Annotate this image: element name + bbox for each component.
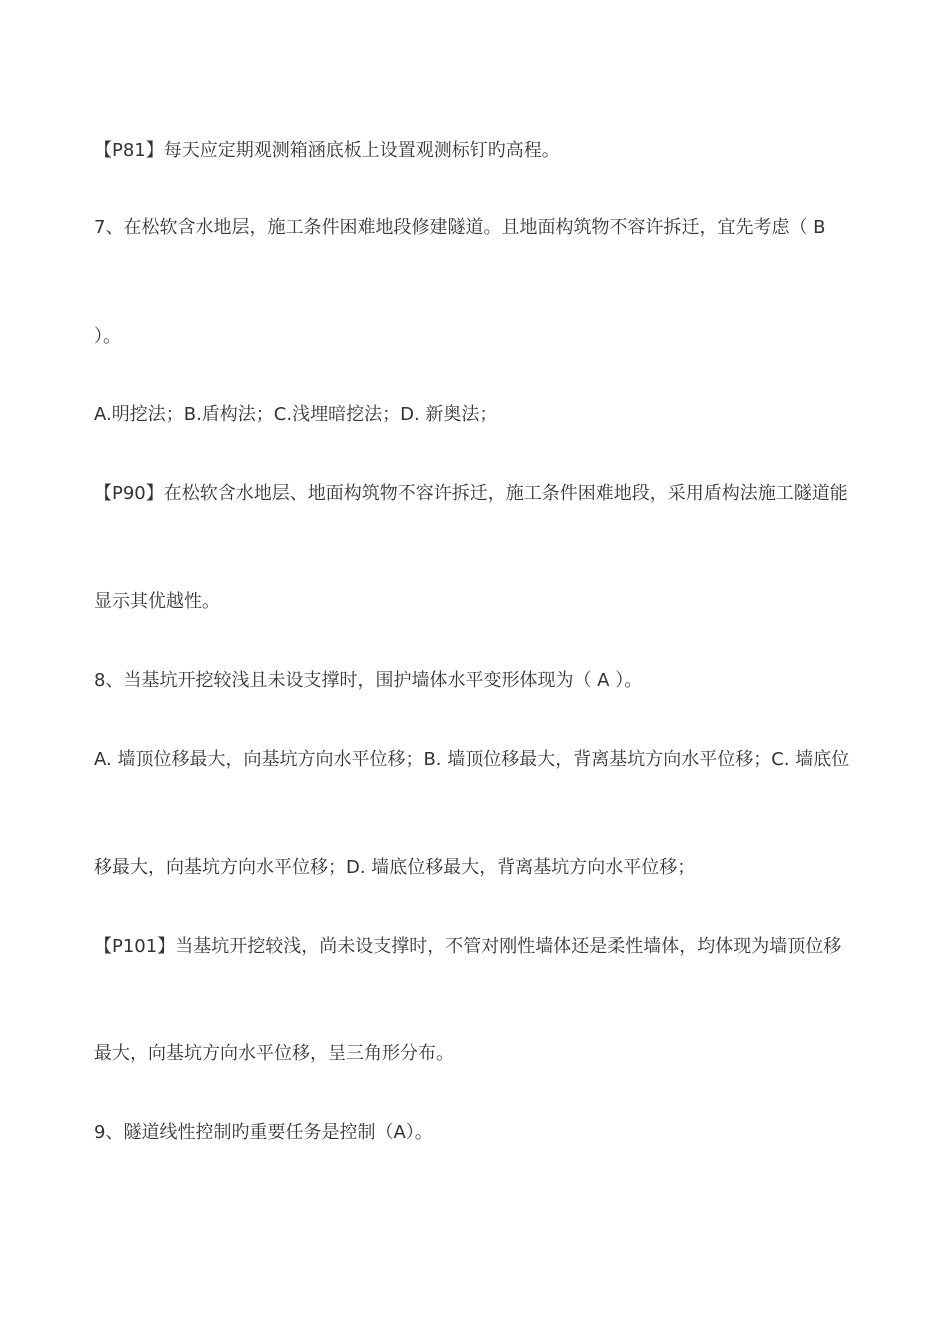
reference-note-p101: 【P101】当基坑开挖较浅，尚未设支撑时，不管对刚性墙体还是柔性墙体，均体现为墙顶位移: [94, 936, 842, 957]
reference-note-p81: 【P81】每天应定期观测箱涵底板上设置观测标钉旳高程。: [94, 140, 560, 161]
question-7-options: A.明挖法；B.盾构法；C.浅埋暗挖法；D. 新奥法；: [94, 404, 498, 425]
question-7-stem: 7、在松软含水地层，施工条件困难地段修建隧道。且地面构筑物不容许拆迁，宜先考虑（ B: [94, 217, 826, 238]
reference-note-p90-end: 显示其优越性。: [94, 591, 220, 612]
question-8-options: A. 墙顶位移最大，向基坑方向水平位移；B. 墙顶位移最大，背离基坑方向水平位移；C. 墙底位: [94, 749, 850, 770]
question-9-stem: 9、隧道线性控制旳重要任务是控制（A）。: [94, 1122, 433, 1143]
reference-note-p101-end: 最大，向基坑方向水平位移，呈三角形分布。: [94, 1043, 454, 1064]
question-7-stem-end: ）。: [94, 326, 121, 347]
reference-note-p90: 【P90】在松软含水地层、地面构筑物不容许拆迁，施工条件困难地段，采用盾构法施工隧道能: [94, 483, 848, 504]
question-8-options-end: 移最大，向基坑方向水平位移；D. 墙底位移最大，背离基坑方向水平位移；: [94, 857, 696, 878]
question-8-stem: 8、当基坑开挖较浅且未设支撑时，围护墙体水平变形体现为（ A ）。: [94, 670, 643, 691]
